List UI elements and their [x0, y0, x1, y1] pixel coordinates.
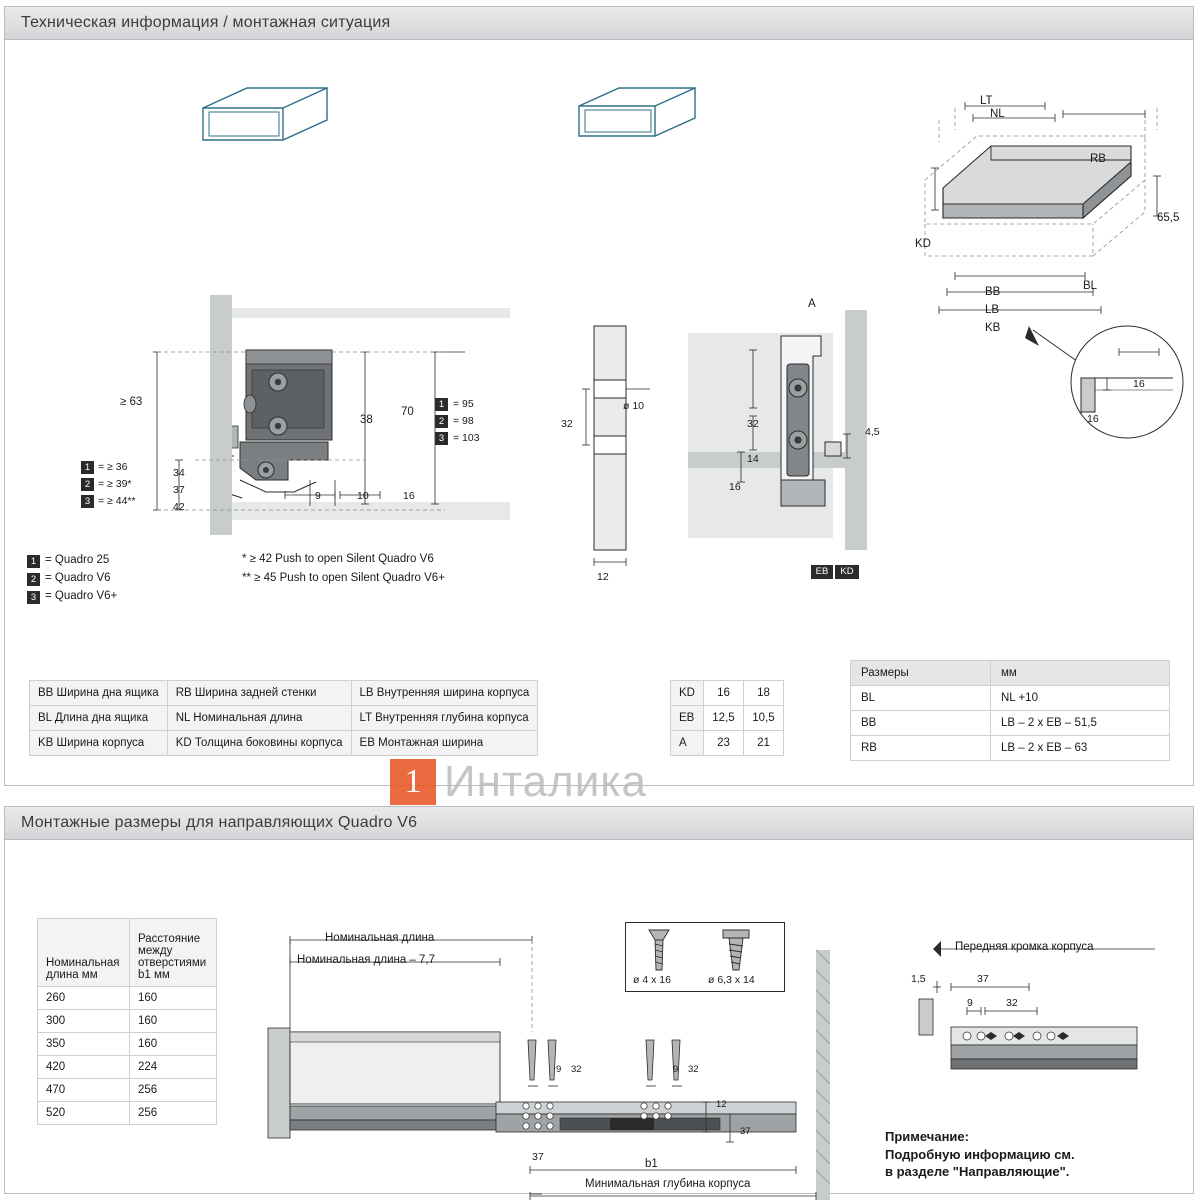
nl-length: 260 — [38, 987, 130, 1010]
legend-badge-2: 2 — [27, 573, 40, 586]
front-view-dim-32: 32 — [747, 418, 759, 430]
drawer-sketch-2 — [573, 80, 703, 160]
nl-spacing: 224 — [130, 1056, 217, 1079]
panel-bottom-body — [5, 840, 1193, 1192]
note-block — [885, 1128, 1075, 1181]
dims-header-name: Размеры — [851, 661, 991, 686]
iso-label-LB: LB — [985, 304, 1000, 316]
table-row — [38, 987, 217, 1010]
screw-label-2: ø 6,3 x 14 — [708, 974, 755, 986]
nl-length: 520 — [38, 1102, 130, 1125]
detail-dim-1-5: 1,5 — [911, 973, 926, 985]
kd-value-1: 16 — [703, 681, 743, 706]
table-row — [30, 681, 538, 706]
nl-length: 300 — [38, 1010, 130, 1033]
kd-value-2: 18 — [743, 681, 783, 706]
label-nominal-length: Номинальная длина — [325, 932, 435, 944]
panel-mounting-dimensions — [4, 806, 1194, 1194]
screw-icons — [635, 926, 775, 974]
table-header-row — [851, 661, 1170, 686]
drawer-sketch-1 — [195, 80, 335, 160]
panel-technical-info — [4, 6, 1194, 786]
iso-label-KB: KB — [985, 322, 1001, 334]
mount-dim-37-bottom: 37 — [532, 1151, 544, 1163]
variant-badge-2-left: 2 — [81, 478, 94, 491]
nl-spacing: 160 — [130, 987, 217, 1010]
front-view-mechanism — [695, 330, 865, 545]
mount-dim-32-left: 32 — [571, 1064, 582, 1075]
iso-detail-dim-16-top: 16 — [1133, 378, 1145, 390]
front-view-label-EB: EB — [811, 565, 833, 579]
variant-length-2: = 98 — [453, 415, 474, 427]
panel-section-view — [580, 318, 660, 568]
watermark-text: Инталика — [444, 757, 647, 806]
footnote-2: ** ≥ 45 Push to open Silent Quadro V6+ — [242, 572, 445, 584]
front-view-dim-4-5: 4,5 — [865, 426, 880, 438]
nl-header-spacing: Расстояние между отверстиями b1 мм — [130, 919, 217, 987]
abbreviation-legend-table — [29, 680, 538, 756]
variant-badge-1-right: 1 — [435, 398, 448, 411]
panel-hole-diameter: ø 10 — [623, 400, 645, 412]
side-view-stack-37: 37 — [173, 484, 185, 496]
side-view-min-height: ≥ 63 — [120, 396, 143, 408]
side-view-dim-70: 70 — [401, 406, 414, 418]
table-row — [38, 1079, 217, 1102]
table-row — [851, 711, 1170, 736]
legend-cell: RB Ширина задней стенки — [167, 681, 351, 706]
front-view-label-KD: KD — [835, 565, 859, 579]
iso-label-BL: BL — [1083, 280, 1098, 292]
side-view-dim-16: 16 — [403, 490, 415, 502]
table-row — [38, 1056, 217, 1079]
iso-label-65-5: 65,5 — [1157, 212, 1180, 224]
eb-value-2: 10,5 — [743, 706, 783, 731]
nl-header-length: Номинальная длина мм — [38, 919, 130, 987]
legend-variant-2: = Quadro V6 — [45, 572, 111, 584]
table-row — [851, 736, 1170, 761]
dims-formula: LB – 2 x EB – 63 — [991, 736, 1170, 761]
table-row — [38, 1010, 217, 1033]
dims-formula: LB – 2 x EB – 51,5 — [991, 711, 1170, 736]
iso-detail-dim-16-left: 16 — [1087, 413, 1099, 425]
variant-height-3: = ≥ 44** — [98, 495, 136, 507]
panel-dim-32: 32 — [561, 418, 573, 430]
variant-height-1: = ≥ 36 — [98, 461, 128, 473]
table-row — [671, 681, 784, 706]
dimensions-formula-table — [850, 660, 1170, 761]
a-value-2: 21 — [743, 731, 783, 756]
side-view-dim-10: 10 — [357, 490, 369, 502]
table-header-row — [38, 919, 217, 987]
watermark-mark: 1 — [390, 759, 436, 805]
table-row — [30, 706, 538, 731]
footnote-1: * ≥ 42 Push to open Silent Quadro V6 — [242, 553, 434, 565]
panel-bottom-title: Монтажные размеры для направляющих Quadro V6 — [5, 807, 1193, 840]
side-view-dimensions — [135, 290, 535, 540]
dims-key: RB — [851, 736, 991, 761]
mount-dim-9-left: 9 — [556, 1064, 562, 1075]
table-row — [38, 1033, 217, 1056]
note-title: Примечание: — [885, 1129, 969, 1144]
nl-length: 420 — [38, 1056, 130, 1079]
front-view-dim-14: 14 — [747, 453, 759, 465]
nl-spacing: 256 — [130, 1079, 217, 1102]
nl-length: 470 — [38, 1079, 130, 1102]
front-edge-detail — [905, 935, 1165, 1115]
panel-top-body — [5, 40, 1193, 784]
detail-dim-37: 37 — [977, 973, 989, 985]
note-line-1: Подробную информацию см. — [885, 1146, 1075, 1162]
legend-badge-1: 1 — [27, 555, 40, 568]
screw-label-1: ø 4 x 16 — [633, 974, 671, 986]
dims-key: BB — [851, 711, 991, 736]
mount-dim-37-right: 37 — [740, 1126, 751, 1137]
panel-top-title: Техническая информация / монтажная ситуация — [5, 7, 1193, 40]
table-row — [671, 731, 784, 756]
dims-header-unit: мм — [991, 661, 1170, 686]
kd-eb-a-table — [670, 680, 784, 756]
table-row — [851, 686, 1170, 711]
a-value-1: 23 — [703, 731, 743, 756]
mount-dim-12: 12 — [716, 1099, 727, 1110]
side-view-stack-42: 42 — [173, 501, 185, 513]
variant-length-3: = 103 — [453, 432, 480, 444]
side-view-stack-34: 34 — [173, 467, 185, 479]
nl-length: 350 — [38, 1033, 130, 1056]
legend-cell: NL Номинальная длина — [167, 706, 351, 731]
dims-key: BL — [851, 686, 991, 711]
table-row — [38, 1102, 217, 1125]
legend-cell: KB Ширина корпуса — [30, 731, 168, 756]
variant-badge-1-left: 1 — [81, 461, 94, 474]
a-key: A — [671, 731, 704, 756]
variant-length-1: = 95 — [453, 398, 474, 410]
nl-spacing: 256 — [130, 1102, 217, 1125]
front-view-label-A: A — [808, 298, 816, 310]
label-front-edge: Передняя кромка корпуса — [955, 941, 1094, 953]
iso-label-LT: LT — [980, 95, 993, 107]
front-view-dim-16: 16 — [729, 481, 741, 493]
label-min-depth: Минимальная глубина корпуса — [585, 1178, 751, 1190]
variant-badge-3-left: 3 — [81, 495, 94, 508]
legend-cell: BB Ширина дна ящика — [30, 681, 168, 706]
iso-label-BB: BB — [985, 286, 1001, 298]
nominal-length-table — [37, 918, 217, 1125]
legend-cell: LB Внутренняя ширина корпуса — [351, 681, 538, 706]
mount-dim-9-right: 9 — [673, 1064, 679, 1075]
table-row — [30, 731, 538, 756]
legend-cell: LT Внутренняя глубина корпуса — [351, 706, 538, 731]
variant-height-2: = ≥ 39* — [98, 478, 132, 490]
nl-spacing: 160 — [130, 1010, 217, 1033]
detail-dim-32: 32 — [1006, 997, 1018, 1009]
legend-badge-3: 3 — [27, 591, 40, 604]
iso-label-NL: NL — [990, 108, 1005, 120]
table-row — [671, 706, 784, 731]
nl-spacing: 160 — [130, 1033, 217, 1056]
detail-dim-9: 9 — [967, 997, 973, 1009]
iso-label-KD: KD — [915, 238, 931, 250]
iso-detail-circle — [1023, 322, 1193, 442]
legend-variant-1: = Quadro 25 — [45, 554, 110, 566]
legend-variant-3: = Quadro V6+ — [45, 590, 118, 602]
mount-dim-32-right: 32 — [688, 1064, 699, 1075]
variant-badge-3-right: 3 — [435, 432, 448, 445]
label-b1: b1 — [645, 1158, 658, 1170]
panel-dim-12: 12 — [597, 571, 609, 583]
dims-formula: NL +10 — [991, 686, 1170, 711]
legend-cell: KD Толщина боковины корпуса — [167, 731, 351, 756]
iso-drawer-view — [895, 80, 1185, 340]
variant-badge-2-right: 2 — [435, 415, 448, 428]
label-nominal-length-minus: Номинальная длина – 7,7 — [297, 954, 436, 966]
note-line-2: в разделе "Направляющие". — [885, 1164, 1070, 1180]
legend-cell: BL Длина дна ящика — [30, 706, 168, 731]
kd-key: KD — [671, 681, 704, 706]
legend-cell: EB Монтажная ширина — [351, 731, 538, 756]
side-view-dim-38: 38 — [360, 414, 373, 426]
eb-key: EB — [671, 706, 704, 731]
eb-value-1: 12,5 — [703, 706, 743, 731]
iso-label-RB: RB — [1090, 153, 1106, 165]
side-view-dim-9: 9 — [315, 490, 321, 502]
